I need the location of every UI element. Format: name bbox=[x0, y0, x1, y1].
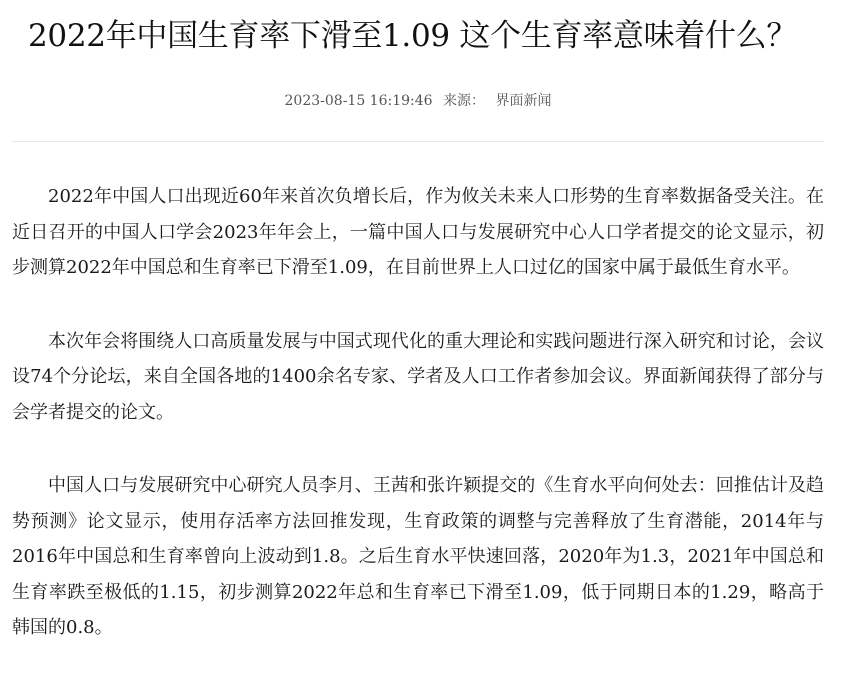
source-name: 界面新闻 bbox=[495, 93, 552, 109]
article bbox=[12, 0, 824, 684]
article-title: 2022年中国生育率下滑至1.09 这个生育率意味着什么？ bbox=[28, 18, 798, 54]
header-divider bbox=[12, 141, 824, 142]
paragraph: 2022年中国人口出现近60年来首次负增长后，作为攸关未来人口形势的生育率数据备受关注。在近日召开的中国人口学会2023年年会上，一篇中国人口与发展研究中心人口学者提交的论文显示，初步测算2022年中国总和生育率已下滑至1.09，在目前世界上人口过亿的国家中属于最低生育水平。 bbox=[12, 186, 824, 278]
article-body bbox=[12, 179, 824, 646]
article-meta bbox=[12, 91, 824, 111]
source-label: 来源： bbox=[443, 93, 486, 109]
paragraph: 本次年会将围绕人口高质量发展与中国式现代化的重大理论和实践问题进行深入研究和讨论，会议设74个分论坛，来自全国各地的1400余名专家、学者及人口工作者参加会议。界面新闻获得了部分与会学者提交的论文。 bbox=[12, 330, 824, 423]
publish-datetime: 2023-08-15 16:19:46 bbox=[284, 93, 433, 109]
paragraph: 中国人口与发展研究中心研究人员李月、王茜和张许颖提交的《生育水平向何处去：回推估计及趋势预测》论文显示，使用存活率方法回推发现，生育政策的调整与完善释放了生育潜能，2014年与2016年中国总和生育率曾向上波动到1.8。之后生育水平快速回落，2020年为1.3，2021年中国总和生育率跌至极低的1.15，初步测算2022年总和生育率已下滑至1.09，低于同期日本的1.29，略高于韩国的0.8。 bbox=[12, 475, 824, 638]
